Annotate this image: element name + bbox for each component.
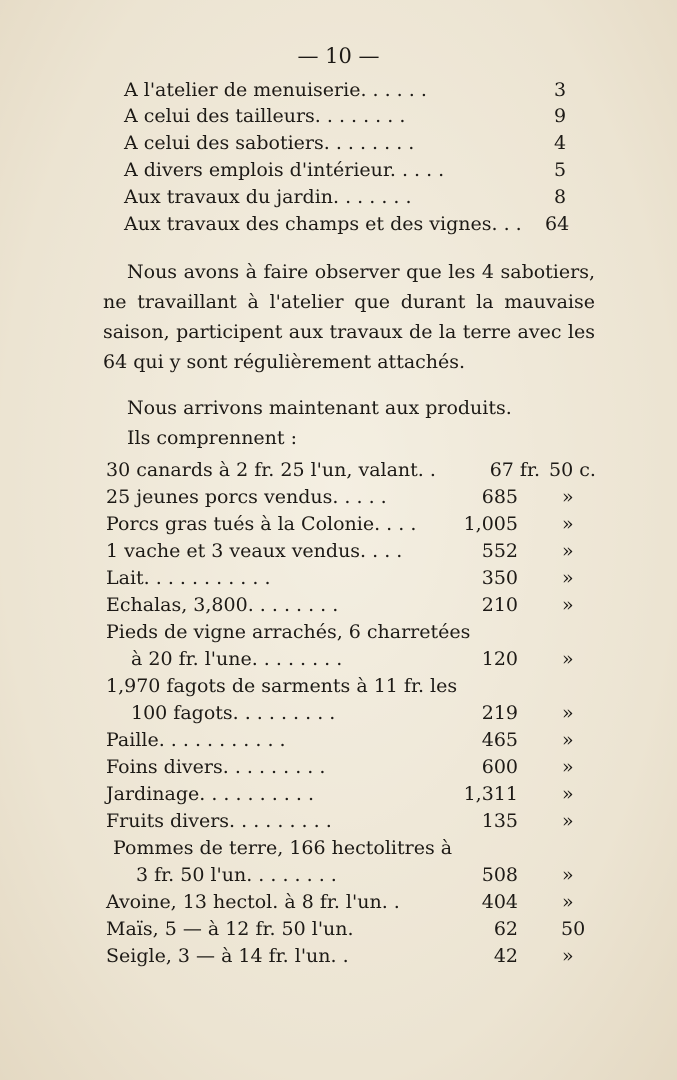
product-label: Paille. . . . . . . . . . . xyxy=(106,729,286,751)
product-label: Porcs gras tués à la Colonie. . . . xyxy=(106,513,417,535)
product-label: 25 jeunes porcs vendus. . . . . xyxy=(106,486,387,508)
workshop-row xyxy=(124,184,412,210)
product-label: 3 fr. 50 l'un. . . . . . . . xyxy=(136,864,337,886)
product-amount: 120 xyxy=(481,648,518,670)
product-unit: » xyxy=(562,945,574,967)
product-label: 1 vache et 3 veaux vendus. . . . xyxy=(106,540,403,562)
product-unit: » xyxy=(562,702,574,724)
workshop-label: A celui des tailleurs. . . . . . . . xyxy=(124,105,406,127)
product-label: Pieds de vigne arrachés, 6 charretées xyxy=(106,621,471,643)
workshop-row xyxy=(124,211,522,237)
product-label: 1,970 fagots de sarments à 11 fr. les xyxy=(106,675,458,697)
product-label: à 20 fr. l'une. . . . . . . . xyxy=(131,648,343,670)
workshop-label: A l'atelier de menuiserie. . . . . . xyxy=(124,79,427,101)
products-subintro: Ils comprennent : xyxy=(127,427,297,449)
product-label: Fruits divers. . . . . . . . . xyxy=(106,810,332,832)
product-amount: 1,311 xyxy=(463,783,518,805)
workshop-row xyxy=(124,77,427,103)
product-amount: 62 xyxy=(493,918,518,940)
product-label: 30 canards à 2 fr. 25 l'un, valant. . xyxy=(106,459,436,481)
product-unit: » xyxy=(562,567,574,589)
product-amount: 404 xyxy=(481,891,518,913)
product-unit: » xyxy=(562,810,574,832)
product-unit: » xyxy=(562,783,574,805)
product-unit: 50 xyxy=(561,918,586,940)
product-label: Avoine, 13 hectol. à 8 fr. l'un. . xyxy=(106,891,400,913)
workshop-label: Aux travaux des champs et des vignes. . . xyxy=(124,213,522,235)
product-amount: 210 xyxy=(481,594,518,616)
product-label: Lait. . . . . . . . . . . xyxy=(106,567,271,589)
product-unit: » xyxy=(562,594,574,616)
workshop-count: 5 xyxy=(554,159,567,181)
product-unit: » xyxy=(562,729,574,751)
workshop-label: Aux travaux du jardin. . . . . . . xyxy=(124,186,412,208)
product-label: Seigle, 3 — à 14 fr. l'un. . xyxy=(106,945,349,967)
product-amount: 135 xyxy=(481,810,518,832)
product-amount: 67 fr. xyxy=(489,459,540,481)
product-label: Pommes de terre, 166 hectolitres à xyxy=(113,837,453,859)
product-unit: » xyxy=(562,891,574,913)
product-amount: 219 xyxy=(481,702,518,724)
product-unit: » xyxy=(562,486,574,508)
product-amount: 685 xyxy=(481,486,518,508)
product-amount: 508 xyxy=(481,864,518,886)
workshop-count: 4 xyxy=(554,132,567,154)
product-unit: » xyxy=(562,864,574,886)
workshop-label: A celui des sabotiers. . . . . . . . xyxy=(124,132,415,154)
product-label: Echalas, 3,800. . . . . . . . xyxy=(106,594,339,616)
page-number: — 10 — xyxy=(297,44,380,68)
workshop-label: A divers emplois d'intérieur. . . . . xyxy=(124,159,445,181)
product-amount: 600 xyxy=(481,756,518,778)
product-unit: 50 c. xyxy=(549,459,596,481)
products-intro: Nous arrivons maintenant aux produits. xyxy=(127,397,512,419)
workshop-count: 64 xyxy=(545,213,570,235)
product-amount: 552 xyxy=(481,540,518,562)
workshop-count: 8 xyxy=(554,186,567,208)
workshop-count: 3 xyxy=(554,79,567,101)
product-label: Foins divers. . . . . . . . . xyxy=(106,756,326,778)
workshop-row xyxy=(124,157,444,183)
product-amount: 350 xyxy=(481,567,518,589)
product-amount: 1,005 xyxy=(463,513,518,535)
workshop-row xyxy=(124,130,414,156)
product-label: 100 fagots. . . . . . . . . xyxy=(131,702,336,724)
paragraph-text: Nous avons à faire observer que les 4 sabotiers, ne travaillant à l'atelier que durant la mauvaise saison, participent aux travaux de la terre avec les 64 qui y sont régulièrement attachés. xyxy=(103,261,595,373)
product-amount: 465 xyxy=(481,729,518,751)
product-amount: 42 xyxy=(493,945,518,967)
product-unit: » xyxy=(562,513,574,535)
product-unit: » xyxy=(562,648,574,670)
workshop-row xyxy=(124,103,405,129)
product-label: Maïs, 5 — à 12 fr. 50 l'un. xyxy=(106,918,354,940)
product-unit: » xyxy=(562,540,574,562)
product-unit: » xyxy=(562,756,574,778)
workshop-count: 9 xyxy=(554,105,567,127)
product-label: Jardinage. . . . . . . . . . xyxy=(106,783,314,805)
observation-paragraph xyxy=(103,257,595,377)
